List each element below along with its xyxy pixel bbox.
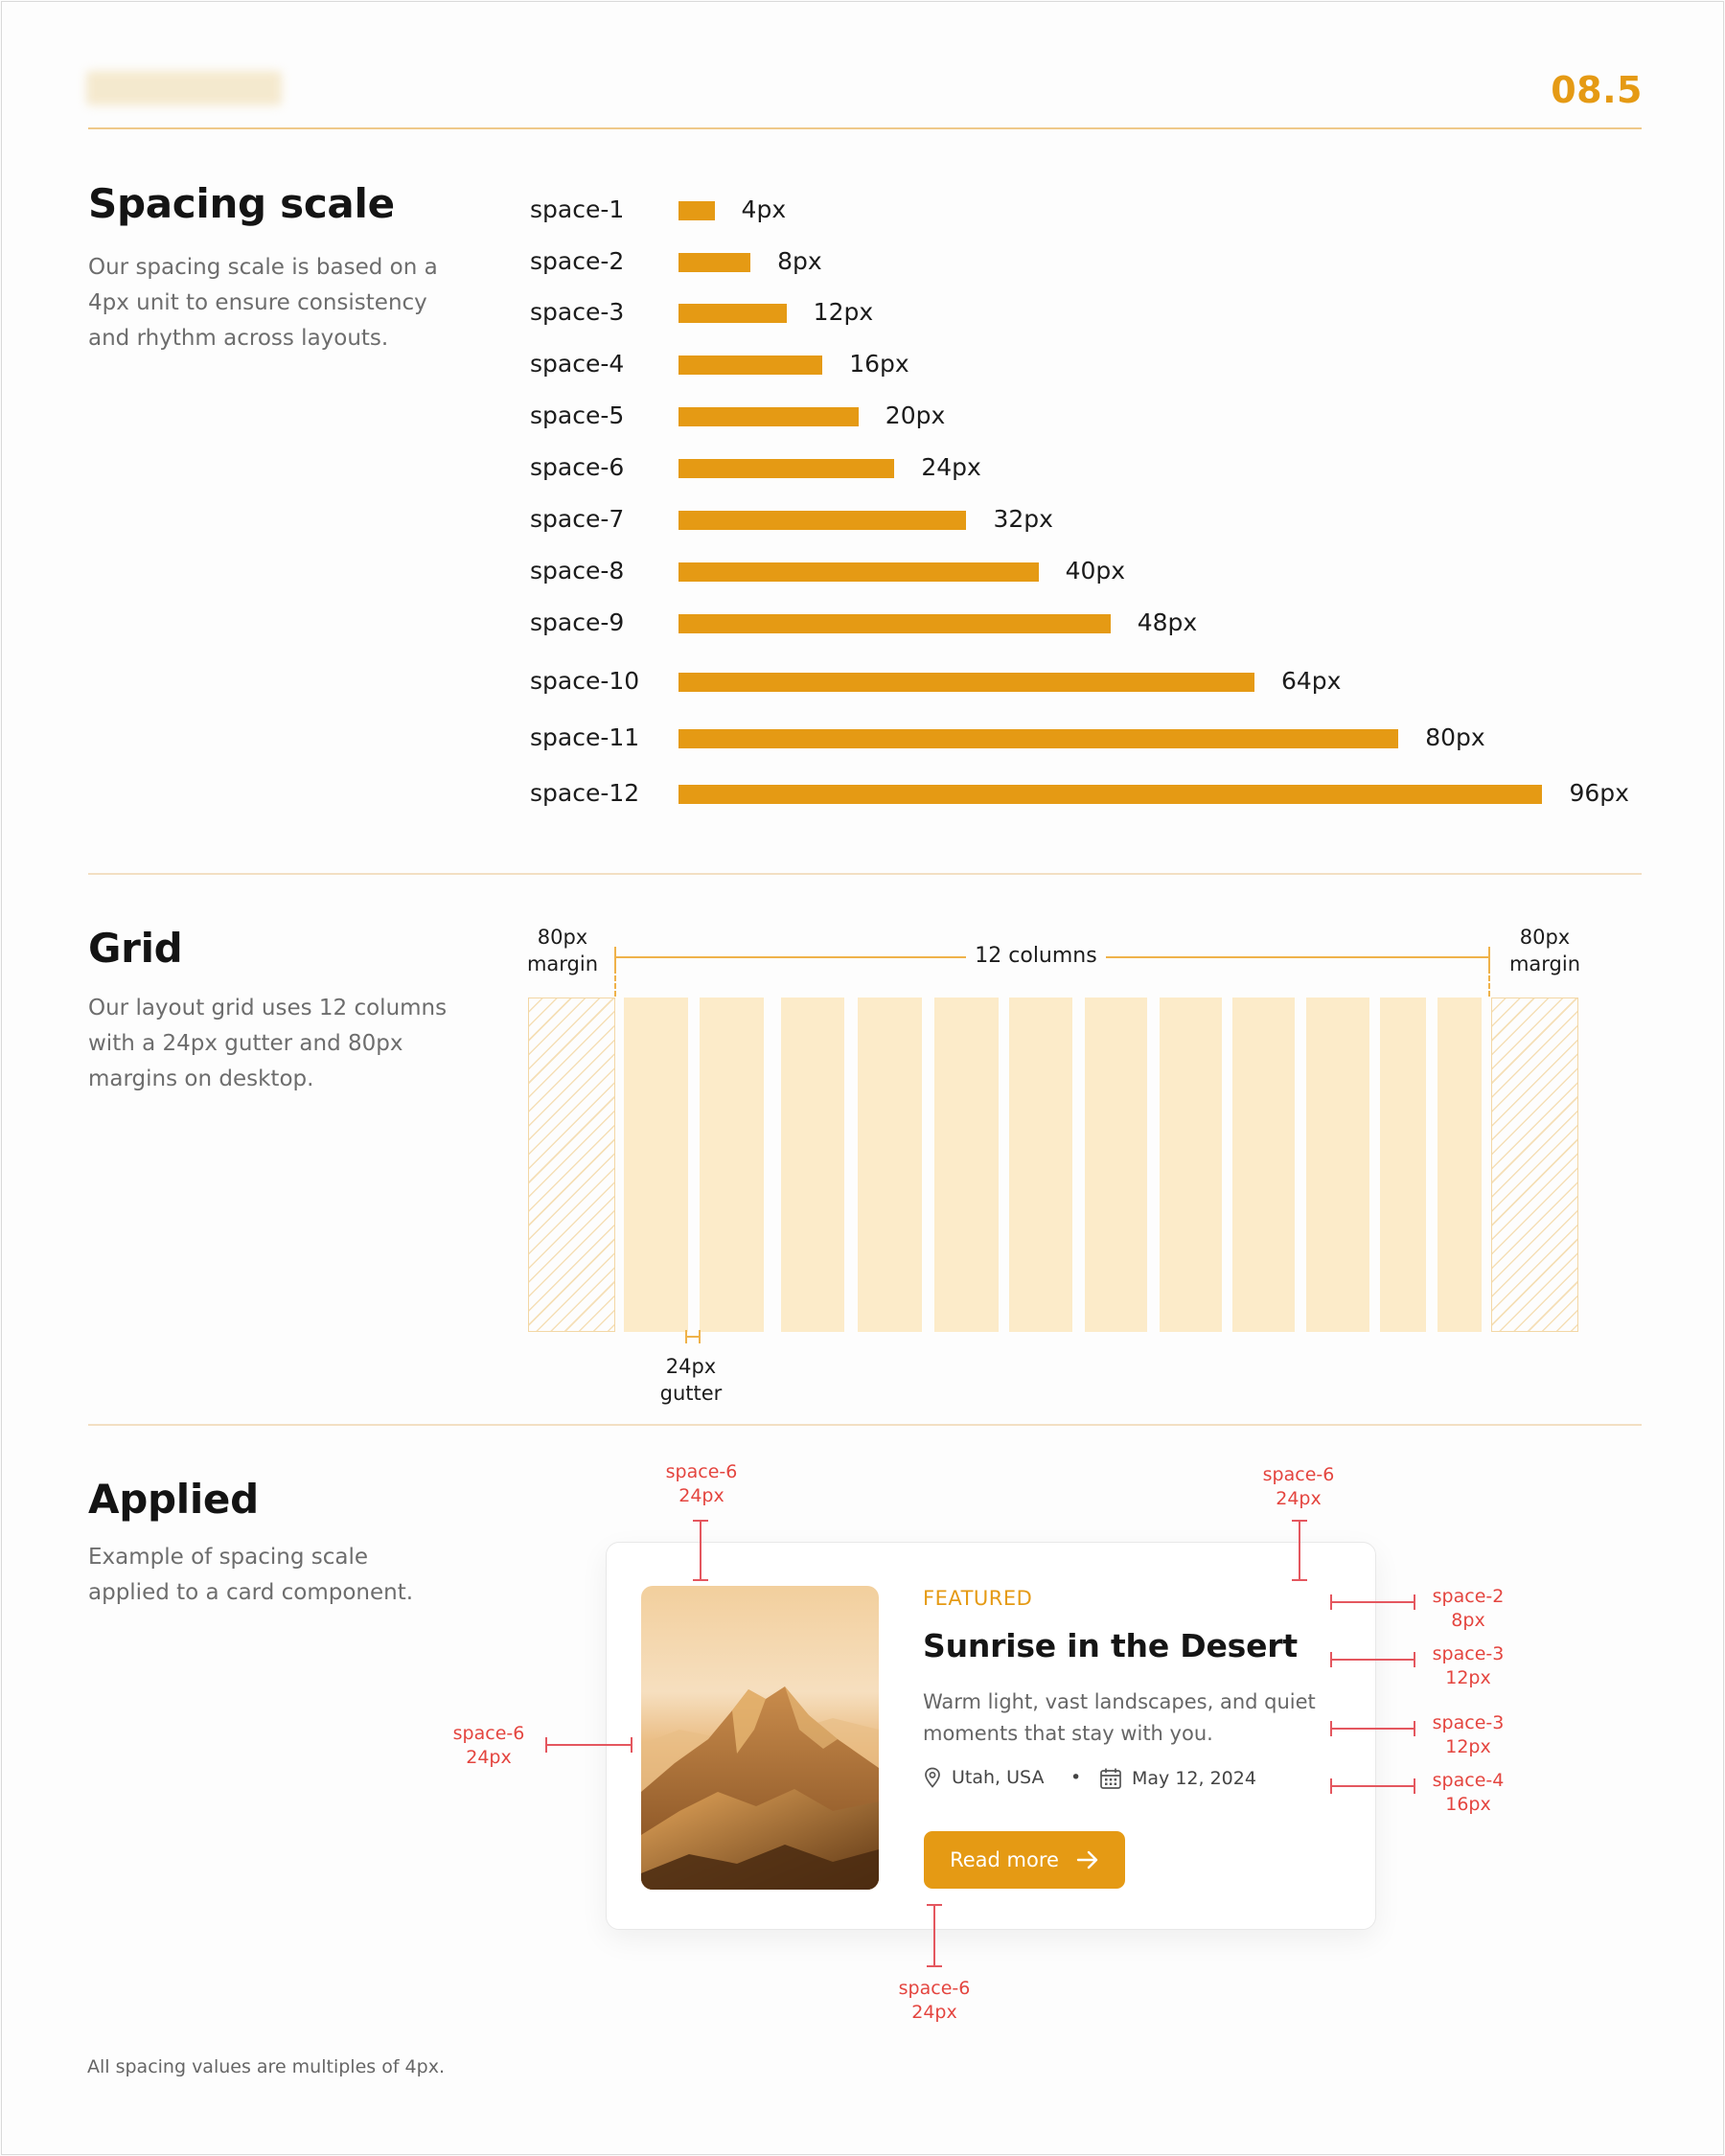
right-annotation-line-1 <box>1331 1601 1415 1603</box>
scale-label-12: space-12 <box>530 779 640 807</box>
scale-bar-3 <box>678 304 787 323</box>
scale-label-3: space-3 <box>530 298 625 326</box>
scale-bar-2 <box>678 253 750 272</box>
featured-card[interactable] <box>606 1542 1376 1930</box>
right-annotation-line-2 <box>1331 1659 1415 1661</box>
grid-column-9 <box>1232 998 1295 1332</box>
grid-column-7 <box>1085 998 1147 1332</box>
right-annotation-line-3 <box>1331 1728 1415 1730</box>
annotation-top-left <box>654 1460 749 1508</box>
annotation-left-token: space-6 <box>452 1723 525 1744</box>
calendar-icon <box>1099 1767 1122 1790</box>
annotation-top-left-cap-top <box>693 1520 708 1522</box>
right-annotation-cap-2-right <box>1414 1652 1415 1667</box>
right-annotation-cap-3-right <box>1414 1721 1415 1736</box>
scale-bar-4 <box>678 356 822 375</box>
grid-column-8 <box>1160 998 1222 1332</box>
left-margin-word: margin <box>526 952 599 975</box>
right-annotation-value-1: 8px <box>1451 1610 1485 1631</box>
right-margin-word: margin <box>1508 952 1581 975</box>
scale-value-3: 12px <box>813 298 874 326</box>
annotation-top-left-cap-bottom <box>693 1579 708 1581</box>
grid-column-6 <box>1009 998 1072 1332</box>
right-annotation-token-1: space-2 <box>1432 1586 1505 1607</box>
scale-bar-1 <box>678 201 715 220</box>
applied-section-description: Example of spacing scale applied to a card component. <box>88 1545 414 1605</box>
annotation-left-value: 24px <box>466 1747 512 1768</box>
scale-bar-5 <box>678 407 859 426</box>
margin-guide-left <box>614 968 616 997</box>
scale-label-2: space-2 <box>530 247 625 275</box>
scale-label-8: space-8 <box>530 557 625 585</box>
page-number: 08.5 <box>1551 69 1643 111</box>
right-margin-area <box>1491 998 1578 1332</box>
scale-value-4: 16px <box>849 350 909 378</box>
date-text: May 12, 2024 <box>1132 1768 1256 1789</box>
annotation-top-left-token: space-6 <box>665 1461 738 1482</box>
scale-value-1: 4px <box>741 195 787 223</box>
gutter-tick-right <box>699 1330 701 1343</box>
left-margin-label <box>515 924 610 977</box>
scale-value-10: 64px <box>1280 667 1342 695</box>
map-pin-icon <box>923 1767 942 1788</box>
footnote: All spacing values are multiples of 4px. <box>87 2056 445 2077</box>
gutter-label <box>643 1353 739 1407</box>
right-annotation-4 <box>1420 1769 1516 1817</box>
annotation-top-right-cap-bottom <box>1292 1579 1307 1581</box>
scale-bar-12 <box>678 785 1542 804</box>
spacing-scale-chart <box>0 0 1725 862</box>
annotation-top-right-line <box>1299 1520 1300 1581</box>
gutter-word: gutter <box>659 1382 723 1405</box>
section-divider-1 <box>88 873 1642 875</box>
grid-section-description: Our layout grid uses 12 columns with a 24px gutter and 80px margins on desktop. <box>88 996 448 1091</box>
right-annotation-cap-4-right <box>1414 1778 1415 1794</box>
right-annotation-token-2: space-3 <box>1432 1643 1505 1664</box>
card-location <box>923 1767 1044 1788</box>
meta-separator <box>1070 1767 1081 1788</box>
annotation-bottom-cap-top <box>927 1904 942 1906</box>
scale-value-12: 96px <box>1569 779 1629 807</box>
scale-value-2: 8px <box>777 247 822 275</box>
grid-column-4 <box>858 998 922 1332</box>
right-annotation-token-3: space-3 <box>1432 1712 1505 1733</box>
columns-dimension-line-right <box>1106 956 1490 958</box>
grid-column-2 <box>700 998 764 1332</box>
scale-label-10: space-10 <box>530 667 640 695</box>
applied-section-title: Applied <box>88 1476 259 1523</box>
right-annotation-value-3: 12px <box>1445 1736 1491 1757</box>
grid-column-3 <box>781 998 844 1332</box>
right-annotation-2 <box>1420 1642 1516 1690</box>
scale-label-6: space-6 <box>530 453 625 481</box>
annotation-left-line <box>546 1744 632 1746</box>
scale-bar-10 <box>678 673 1254 692</box>
annotation-top-right-value: 24px <box>1276 1488 1322 1509</box>
right-annotation-3 <box>1420 1711 1516 1759</box>
gutter-tick-left <box>685 1330 687 1343</box>
scale-value-6: 24px <box>921 453 981 481</box>
annotation-bottom-value: 24px <box>911 2002 957 2023</box>
desert-mountain-image <box>641 1586 879 1890</box>
annotation-top-right-cap-top <box>1292 1520 1307 1522</box>
annotation-left-cap-right <box>631 1737 632 1753</box>
card-description: Warm light, vast landscapes, and quiet moments that stay with you. <box>923 1690 1316 1745</box>
scale-bar-7 <box>678 511 966 530</box>
grid-column-11 <box>1380 998 1426 1332</box>
annotation-left-cap-left <box>545 1737 547 1753</box>
scale-label-11: space-11 <box>530 723 640 751</box>
read-more-button[interactable] <box>924 1831 1125 1889</box>
scale-bar-8 <box>678 562 1039 582</box>
card-eyebrow: FEATURED <box>923 1587 1033 1610</box>
annotation-left <box>441 1722 537 1770</box>
scale-value-8: 40px <box>1065 557 1126 585</box>
spacing-section-title: Spacing scale <box>88 180 395 227</box>
scale-value-11: 80px <box>1425 723 1485 751</box>
right-annotation-1 <box>1420 1585 1516 1633</box>
section-divider-2 <box>88 1424 1642 1426</box>
right-margin-value: 80px <box>1519 926 1571 949</box>
grid-column-12 <box>1438 998 1482 1332</box>
gutter-value: 24px <box>665 1355 717 1378</box>
columns-dimension-tick-left <box>614 947 616 968</box>
right-annotation-cap-2-left <box>1330 1652 1332 1667</box>
scale-value-9: 48px <box>1137 608 1198 636</box>
right-annotation-cap-1-right <box>1414 1594 1415 1610</box>
right-annotation-line-4 <box>1331 1785 1415 1787</box>
right-annotation-token-4: space-4 <box>1432 1770 1505 1791</box>
margin-guide-right <box>1488 968 1490 997</box>
arrow-right-icon <box>1076 1850 1099 1869</box>
annotation-bottom-line <box>933 1904 935 1967</box>
right-annotation-value-4: 16px <box>1445 1794 1491 1815</box>
annotation-bottom-token: space-6 <box>898 1978 971 1999</box>
scale-label-5: space-5 <box>530 401 625 429</box>
right-annotation-cap-1-left <box>1330 1594 1332 1610</box>
scale-value-7: 32px <box>993 505 1053 533</box>
separator-dot: • <box>1070 1767 1082 1788</box>
location-text: Utah, USA <box>952 1767 1045 1788</box>
annotation-top-left-line <box>700 1520 702 1581</box>
scale-label-7: space-7 <box>530 505 625 533</box>
scale-bar-11 <box>678 729 1398 748</box>
annotation-bottom-cap-bottom <box>927 1965 942 1967</box>
columns-label: 12 columns <box>975 944 1097 968</box>
annotation-top-left-value: 24px <box>678 1485 724 1506</box>
columns-dimension-tick-right <box>1488 947 1490 968</box>
right-annotation-value-2: 12px <box>1445 1667 1491 1688</box>
mountain-photo <box>641 1586 879 1890</box>
grid-column-5 <box>934 998 999 1332</box>
layout-grid-diagram <box>528 998 1578 1332</box>
right-annotation-cap-4-left <box>1330 1778 1332 1794</box>
left-margin-area <box>528 998 615 1332</box>
columns-dimension-line-left <box>614 956 966 958</box>
right-margin-label <box>1497 924 1593 977</box>
scale-bar-9 <box>678 614 1111 633</box>
annotation-top-right-token: space-6 <box>1262 1464 1335 1485</box>
read-more-label: Read more <box>950 1848 1059 1871</box>
spacing-section-description: Our spacing scale is based on a 4px unit to ensure consistency and rhythm across layouts. <box>88 255 438 351</box>
right-annotation-cap-3-left <box>1330 1721 1332 1736</box>
card-date <box>1099 1767 1256 1790</box>
grid-column-1 <box>624 998 688 1332</box>
grid-section-title: Grid <box>88 925 183 972</box>
annotation-top-right <box>1251 1463 1346 1511</box>
grid-column-10 <box>1306 998 1369 1332</box>
card-title: Sunrise in the Desert <box>923 1627 1298 1664</box>
scale-value-5: 20px <box>885 401 946 429</box>
scale-label-1: space-1 <box>530 195 625 223</box>
scale-bar-6 <box>678 459 894 478</box>
scale-label-9: space-9 <box>530 608 625 636</box>
left-margin-value: 80px <box>537 926 588 949</box>
annotation-bottom <box>886 1977 982 2025</box>
scale-label-4: space-4 <box>530 350 625 378</box>
